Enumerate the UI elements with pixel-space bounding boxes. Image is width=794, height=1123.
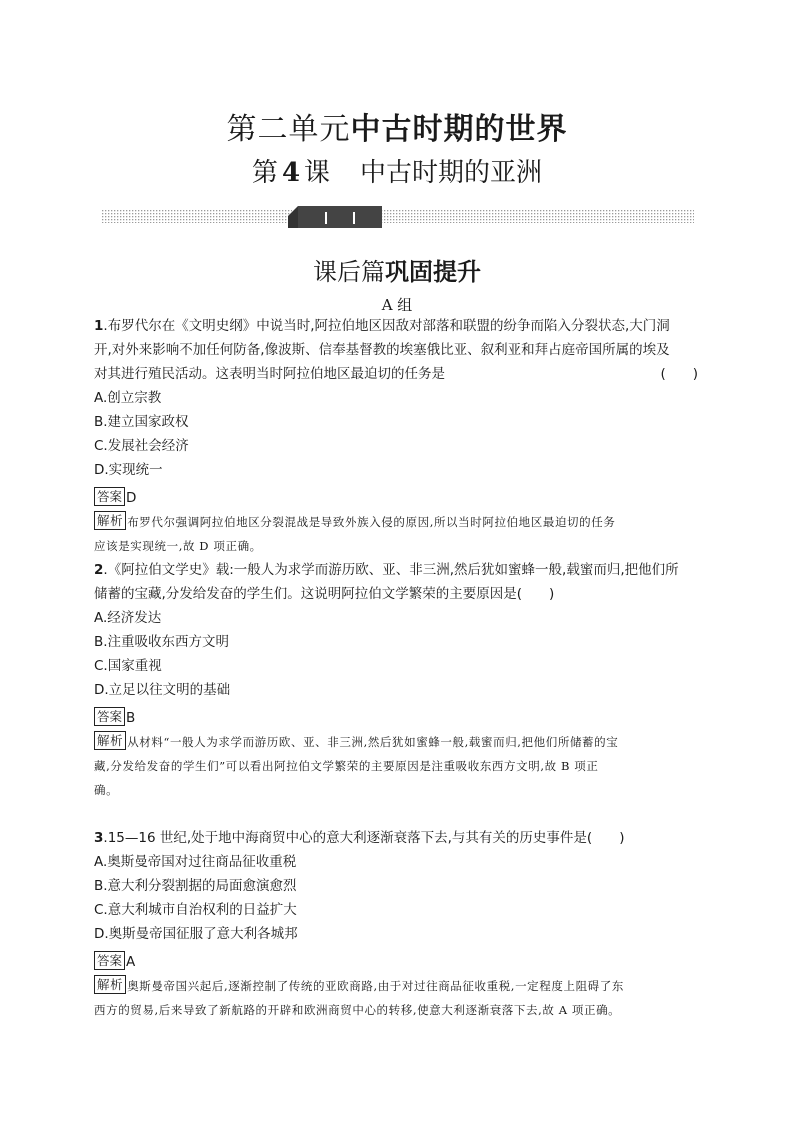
explanation-line: 确。 (94, 783, 119, 797)
stem-line: 储蓄的宝藏,分发给发奋的学生们。这说明阿拉伯文学繁荣的主要原因是( ) (94, 586, 555, 602)
answer-value: D (126, 490, 137, 506)
stem-line: 对其进行殖民活动。这表明当时阿拉伯地区最迫切的任务是 (94, 366, 445, 382)
option-c[interactable]: C.发展社会经济 (94, 438, 189, 454)
answer-value: A (126, 954, 136, 970)
explanation (94, 974, 700, 1022)
unit-prefix: 第二单元 (226, 112, 351, 147)
answer-row (94, 706, 700, 730)
answer-paren: ( ) (660, 366, 698, 382)
explanation-tag: 解析 (94, 511, 126, 530)
answer-value: B (126, 710, 136, 726)
answer-tag: 答案 (94, 707, 125, 726)
section-title-normal: 课后篇 (313, 258, 385, 286)
question-stem (94, 826, 700, 850)
option-a[interactable]: A.奥斯曼帝国对过往商品征收重税 (94, 854, 297, 870)
section-title-bold: 巩固提升 (385, 258, 481, 286)
answer-row (94, 950, 700, 974)
answer-tag: 答案 (94, 951, 125, 970)
question-stem (94, 558, 700, 606)
unit-main-title: 中古时期的世界 (350, 112, 568, 147)
group-title: A 组 (381, 296, 413, 314)
option-d[interactable]: D.实现统一 (94, 462, 163, 478)
question-stem (94, 314, 700, 386)
lesson-prefix: 第 (251, 158, 278, 188)
question-number: 3 (94, 830, 104, 846)
stem-line: .《阿拉伯文学史》载:一般人为求学而游历欧、亚、非三洲,然后犹如蜜蜂一般,载蜜而归,把他们所 (103, 562, 679, 578)
explanation-line: 西方的贸易,后来导致了新航路的开辟和欧洲商贸中心的转移,使意大利逐渐衰落下去,故 A 项正确。 (94, 1003, 621, 1017)
explanation-tag: 解析 (94, 975, 126, 994)
explanation-line: 从材料“一般人为求学而游历欧、亚、非三洲,然后犹如蜜蜂一般,载蜜而归,把他们所储蓄的宝 (127, 735, 619, 749)
option-b[interactable]: B.意大利分裂割据的局面愈演愈烈 (94, 878, 297, 894)
decorative-divider (102, 204, 694, 228)
unit-title (0, 104, 794, 148)
explanation-line: 藏,分发给发奋的学生们”可以看出阿拉伯文学繁荣的主要原因是注重吸收东西方文明,故 B 项正 (94, 759, 599, 773)
option-a[interactable]: A.经济发达 (94, 610, 162, 626)
question-3 (94, 826, 700, 1022)
option-d[interactable]: D.立足以往文明的基础 (94, 682, 231, 698)
lesson-number: 4 (281, 158, 301, 188)
explanation (94, 510, 700, 558)
question-2 (94, 558, 700, 802)
explanation-line: 奥斯曼帝国兴起后,逐渐控制了传统的亚欧商路,由于对过往商品征收重税,一定程度上阻碍了东 (127, 979, 624, 993)
option-a[interactable]: A.创立宗教 (94, 390, 162, 406)
explanation (94, 730, 700, 802)
answer-row (94, 486, 700, 510)
option-c[interactable]: C.意大利城市自治权利的日益扩大 (94, 902, 297, 918)
question-number: 1 (94, 318, 104, 334)
lesson-title (0, 152, 794, 189)
lesson-name: 中古时期的亚洲 (360, 158, 543, 188)
stem-line: .布罗代尔在《文明史纲》中说当时,阿拉伯地区因敌对部落和联盟的纷争而陷入分裂状态,大门洞 (103, 318, 670, 334)
stem-line: 开,对外来影响不加任何防备,像波斯、信奉基督教的埃塞俄比亚、叙利亚和拜占庭帝国所属的埃及 (94, 342, 670, 358)
question-list (94, 314, 700, 1022)
explanation-line: 应该是实现统一,故 D 项正确。 (94, 539, 262, 553)
option-c[interactable]: C.国家重视 (94, 658, 162, 674)
explanation-tag: 解析 (94, 731, 126, 750)
question-number: 2 (94, 562, 104, 578)
answer-tag: 答案 (94, 487, 125, 506)
option-d[interactable]: D.奥斯曼帝国征服了意大利各城邦 (94, 926, 298, 942)
section-title (0, 252, 794, 287)
option-b[interactable]: B.建立国家政权 (94, 414, 189, 430)
explanation-line: 布罗代尔强调阿拉伯地区分裂混战是导致外族入侵的原因,所以当时阿拉伯地区最迫切的任务 (127, 515, 616, 529)
stem-line: .15—16 世纪,处于地中海商贸中心的意大利逐渐衰落下去,与其有关的历史事件是( ) (103, 830, 625, 846)
option-b[interactable]: B.注重吸收东西方文明 (94, 634, 230, 650)
question-1 (94, 314, 700, 558)
lesson-suffix: 课 (304, 158, 331, 188)
